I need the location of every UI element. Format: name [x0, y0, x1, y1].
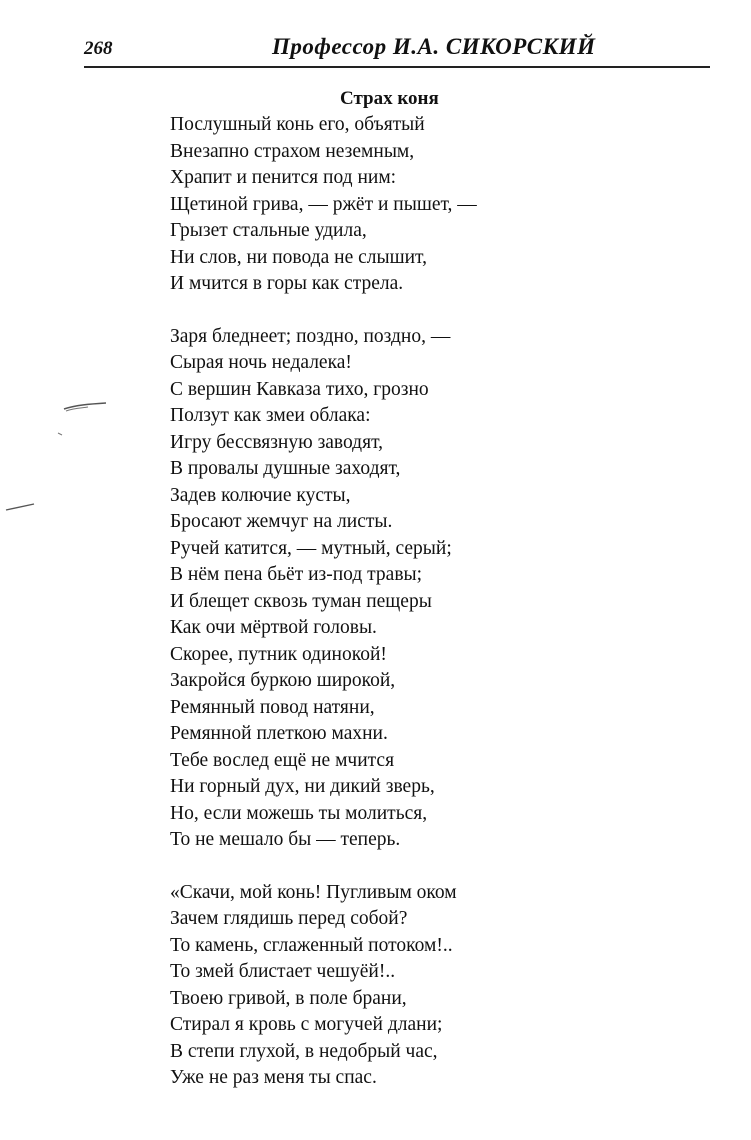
poem-line: Храпит и пенится под ним: [170, 167, 397, 188]
poem-line: Стирал я кровь с могучей длани; [170, 1014, 443, 1035]
poem-line: Щетиной грива, — ржёт и пышет, — [170, 193, 477, 215]
poem-line: Но, если можешь ты молиться, [170, 802, 428, 824]
poem-line: Как очи мёртвой головы. [170, 617, 377, 638]
poem [170, 86, 690, 1118]
poem-line: То не мешало бы — теперь. [170, 829, 401, 850]
poem-line: Уже не раз меня ты спас. [170, 1067, 377, 1088]
poem-line: Послушный конь его, объятый [170, 114, 425, 135]
poem-line: То змей блистает чешуёй!.. [170, 961, 396, 982]
poem-line: Зачем глядишь перед собой? [170, 908, 408, 929]
running-title: Профессор И.А. СИКОРСКИЙ [272, 34, 596, 59]
poem-line: Ручей катится, — мутный, серый; [170, 537, 452, 559]
running-head [84, 34, 710, 66]
poem-line: Закройся буркою широкой, [170, 670, 396, 691]
poem-line: Твоею гривой, в поле брани, [170, 987, 407, 1009]
poem-line: Ремянный повод натяни, [170, 696, 375, 718]
poem-line: Игру бессвязную заводят, [170, 431, 384, 453]
stanza-1 [170, 112, 690, 298]
header-rule [84, 66, 710, 68]
stanza-3 [170, 880, 690, 1092]
poem-line: Заря бледнеет; поздно, поздно, — [170, 325, 451, 347]
poem-line: Скорее, путник одинокой! [170, 643, 387, 665]
poem-line: Грызет стальные удила, [170, 220, 367, 241]
page-number: 268 [84, 38, 113, 59]
poem-line: Бросают жемчуг на листы. [170, 511, 393, 532]
pencil-margin-mark [56, 395, 116, 445]
poem-title: Страх коня [340, 88, 439, 109]
poem-line: Ремянной плеткою махни. [170, 723, 388, 744]
poem-line: То камень, сглаженный потоком!.. [170, 934, 453, 956]
poem-line: Внезапно страхом неземным, [170, 140, 415, 162]
poem-line: В нём пена бьёт из-под травы; [170, 564, 423, 585]
poem-line: Тебе вослед ещё не мчится [170, 749, 395, 771]
poem-line: И мчится в горы как стрела. [170, 273, 404, 294]
poem-line: И блещет сквозь туман пещеры [170, 590, 432, 612]
stanza-2 [170, 324, 690, 854]
poem-line: Задев колючие кусты, [170, 484, 351, 506]
poem-line: Ни слов, ни повода не слышит, [170, 246, 427, 268]
poem-line: В степи глухой, в недобрый час, [170, 1040, 438, 1062]
poem-line: В провалы душные заходят, [170, 458, 401, 479]
poem-line: Сырая ночь недалека! [170, 352, 352, 373]
poem-line: Ни горный дух, ни дикий зверь, [170, 776, 435, 797]
poem-line: С вершин Кавказа тихо, грозно [170, 378, 429, 400]
poem-line: Ползут как змеи облака: [170, 405, 371, 426]
poem-line: «Скачи, мой конь! Пугливым оком [170, 881, 457, 903]
pencil-margin-dash [4, 500, 40, 516]
